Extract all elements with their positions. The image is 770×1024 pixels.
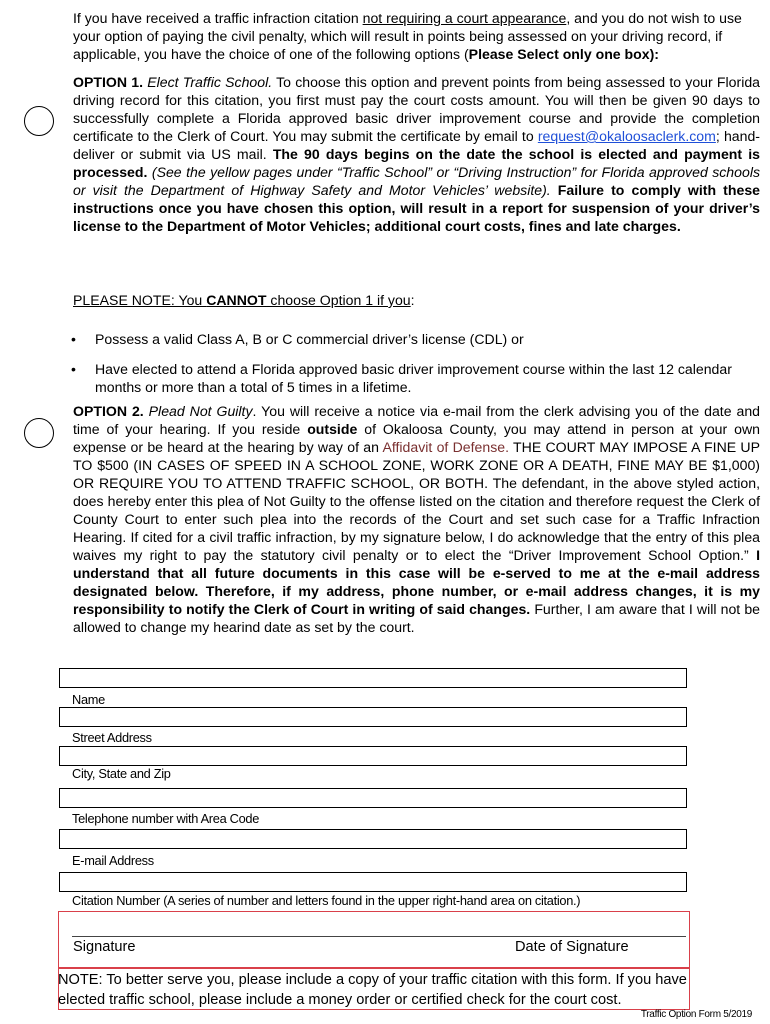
clerk-email-link[interactable]: request@okaloosaclerk.com [537, 128, 716, 144]
citation-number-field[interactable] [59, 872, 687, 892]
option-2-text-b: of Okaloosa County, you may attend in person at your own expense or be heard at the hearing by way of an [73, 421, 760, 455]
intro-text: If you have received a traffic infraction citation [73, 10, 363, 26]
please-note-suffix: choose Option 1 if you [266, 292, 411, 308]
email-field[interactable] [59, 829, 687, 849]
option-1-label: OPTION 1. [73, 74, 144, 90]
street-address-field[interactable] [59, 707, 687, 727]
bullet-text-cdl: Possess a valid Class A, B or C commercial driver’s license (CDL) or [95, 331, 524, 347]
e-service-notice: I understand that all future documents in this case will be e-served to me at the e-mail address designated below. Therefore, if my address, phone number, or e-mail address changes, it is my responsibility to notify the Clerk of Court in writing of said changes. [73, 547, 760, 617]
option-2-paragraph [73, 402, 760, 636]
email-label: E-mail Address [72, 853, 154, 868]
failure-warning: Failure to comply with these instructions once you have chosen this option, will result in a report for suspension of your driver’s license to the Department of Motor Vehicles; additional court costs, fines and late charges. [73, 182, 760, 234]
intro-paragraph [73, 9, 760, 63]
option-2-text: . You will receive a notice via e-mail from the clerk advising you of the date and time of your hearing. If you reside [73, 403, 760, 437]
cannot-word: CANNOT [206, 292, 267, 308]
option-2-text-c: THE COURT MAY IMPOSE A FINE UP TO $500 (IN CASES OF SPEED IN A SCHOOL ZONE, WORK ZONE OR A DEATH, FINE MAY BE $1,000) OR REQUIRE YOU TO ATTEND TRAFFIC SCHOOL, OR BOTH. The defendant, in the above styled action, does hereby enter this plea of Not Guilty to the offense listed on the citation and therefore request the Clerk of County Court to enter such plea into the records of the Court and set such case for a Traffic Infraction Hearing. If cited for a civil traffic infraction, by my signature below, I do acknowledge that the entry of this plea waives my right to pay the statutory civil penalty or to elect the “Driver Improvement School Option.” [73, 439, 760, 563]
please-note [73, 291, 760, 309]
please-note-colon: : [410, 292, 415, 308]
list-item [73, 360, 760, 396]
intro-underlined-text: not requiring a court appearance [362, 10, 567, 26]
city-state-zip-field[interactable] [59, 746, 687, 766]
signature-date-label: Date of Signature [515, 939, 629, 955]
option-2-text-d: Further, I am aware that I will not be allowed to change my hearind date as set by the court. [73, 601, 760, 635]
bottom-note: NOTE: To better serve you, please include a copy of your traffic citation with this form. If you have elected traffic school, please include a money order or certified check for the court cost. [58, 972, 687, 1008]
option-2-title: Plead Not Guilty [148, 403, 253, 419]
outside-word: outside [307, 421, 358, 437]
ninety-days-notice: The 90 days begins on the date the school is elected and payment is processed. [73, 146, 760, 180]
city-state-zip-label: City, State and Zip [72, 766, 171, 781]
name-label: Name [72, 692, 105, 707]
select-one-instruction: Please Select only one box): [468, 46, 659, 62]
option-1-radio[interactable] [24, 106, 54, 136]
please-note-heading [73, 292, 411, 308]
street-address-label: Street Address [72, 730, 152, 745]
list-item [73, 330, 760, 348]
schools-reference: (See the yellow pages under “Traffic School” or “Driving Instruction” for Florida approved schools or visit the Department of Highway Safety and Motor Vehicles’ website). [73, 164, 761, 198]
form-version-footer: Traffic Option Form 5/2019 [640, 1009, 752, 1020]
option-1-text: To choose this option and prevent points from being assessed to your Florida driving record for this citation, you first must pay the court costs amount. You will then be given 90 days to successfully complete a Florida approved basic driver improvement course and provide the completion certificate to the Clerk of Court. You may submit the certificate by email to [73, 74, 761, 144]
option-1-title: Elect Traffic School. [147, 74, 273, 90]
option-1-text-cont: ; hand-deliver or submit via US mail. [73, 128, 760, 162]
affidavit-link[interactable]: Affidavit of Defense. [382, 439, 510, 455]
please-note-prefix: PLEASE NOTE: You [73, 292, 207, 308]
bullet-icon: • [71, 331, 76, 347]
option-2-label: OPTION 2. [73, 403, 144, 419]
signature-line [72, 936, 686, 937]
telephone-label: Telephone number with Area Code [72, 811, 260, 826]
telephone-field[interactable] [59, 788, 687, 808]
option-1-paragraph [73, 73, 760, 235]
bullet-text-course: Have elected to attend a Florida approved basic driver improvement course within the last 12 calendar months or more than a total of 5 times in a lifetime. [95, 361, 732, 395]
option-2-radio[interactable] [24, 418, 54, 448]
citation-number-label: Citation Number (A series of number and letters found in the upper right-hand area on citation.) [72, 893, 581, 908]
intro-text-cont: , and you do not wish to use your option of paying the civil penalty, which will result in points being assessed on your driving record, if applicable, you have the choice of one of the following options ( [73, 10, 742, 62]
signature-label: Signature [73, 939, 136, 955]
bullet-icon: • [71, 361, 76, 377]
name-field[interactable] [59, 668, 687, 688]
